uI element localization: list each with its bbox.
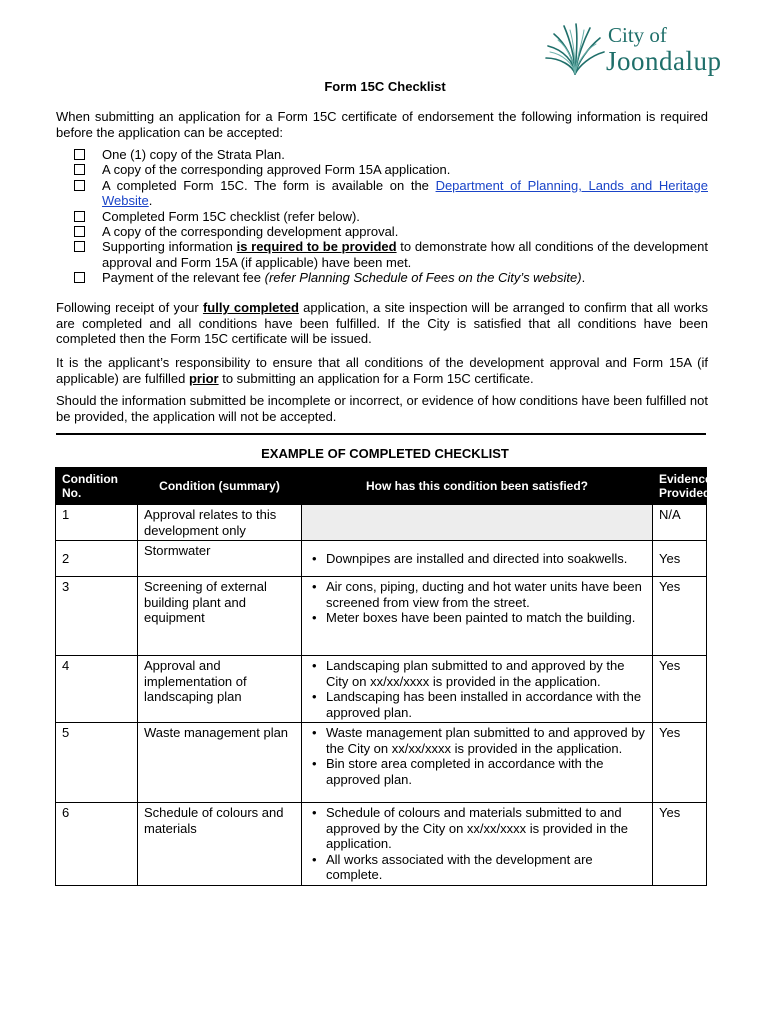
checklist-item [74,178,708,209]
cell-no: 2 [56,541,138,577]
cell-how [302,723,653,803]
emphasis-text: fully completed [202,300,299,315]
table-row [56,803,707,886]
table-row [56,577,707,656]
cell-evidence: Yes [653,656,707,723]
header-how-satisfied: How has this condition been satisfied? [302,468,653,505]
cell-no: 6 [56,803,138,886]
para-text: to submitting an application for a Form 15C certificate. [218,370,534,386]
page-title: Form 15C Checklist [324,79,446,94]
cell-summary: Waste management plan [138,723,302,803]
checklist-item [74,147,708,162]
checklist-item [74,239,708,270]
example-checklist-table [55,467,712,886]
checklist-item [74,224,708,239]
cell-summary: Approval and implementation of landscaping plan [138,656,302,723]
logo-joondalup-text: Joondalup [606,46,722,76]
list-item: • Meter boxes have been painted to match the building. [320,610,646,626]
checklist-item [74,162,708,177]
table-row [56,541,707,577]
list-item: • All works associated with the development are complete. [320,852,646,883]
cell-how [302,541,653,577]
emphasis-text: prior [188,370,219,386]
cell-evidence: Yes [653,577,707,656]
table-row [56,505,707,541]
checklist-item-label: Supporting information [102,239,237,255]
list-item: • Schedule of colours and materials submitted to and approved by the City on xx/xx/xxxx is provided in the application. [320,805,646,852]
rejection-paragraph: Should the information submitted be incomplete or incorrect, or evidence of how conditions have been fulfilled not be provided, the application will not be accepted. [56,393,708,424]
table-header-row [56,468,707,505]
checkbox[interactable] [74,164,85,175]
checklist-item-suffix: to demonstrate how all conditions of the development approval and Form 15A (if applicable) have been met. [102,239,708,270]
checkbox[interactable] [74,272,85,283]
checklist-item [74,209,708,224]
para-text: application, a site inspection will be arranged to confirm that all works are completed and all conditions have been fulfilled. If the City is satisfied that all conditions have been completed then the Form 15C certificate will be issued. [56,300,708,346]
header-condition-summary: Condition (summary) [138,468,302,505]
checklist-item-suffix: . [581,270,586,286]
cell-summary: Approval relates to this development only [138,505,302,541]
requirements-checklist [74,147,708,286]
cell-no: 5 [56,723,138,803]
list-item: • Downpipes are installed and directed into soakwells. [320,551,646,567]
checklist-item-label: Payment of the relevant fee [102,270,265,286]
table-row [56,656,707,723]
cell-how [302,803,653,886]
logo-city-text: City of [608,23,667,47]
cell-summary: Schedule of colours and materials [138,803,302,886]
checkbox[interactable] [74,211,85,222]
checklist-item-suffix: . [148,193,153,209]
header-evidence: Evidence Provided [653,468,707,505]
responsibility-paragraph [56,355,708,386]
emphasis-text: is required to be provided [236,239,397,255]
list-item: • Bin store area completed in accordance with the approved plan. [320,756,646,787]
cell-evidence: N/A [653,505,707,541]
table-row [56,723,707,803]
section-divider [56,433,706,435]
checklist-item-label: A copy of the corresponding development approval. [102,224,399,240]
cell-no: 4 [56,656,138,723]
checkbox[interactable] [74,241,85,252]
example-title: EXAMPLE OF COMPLETED CHECKLIST [261,446,509,461]
list-item: • Air cons, piping, ducting and hot water units have been screened from view from the street. [320,579,646,610]
cell-no: 1 [56,505,138,541]
cell-evidence: Yes [653,803,707,886]
checklist-item-label: One (1) copy of the Strata Plan. [102,147,285,162]
cell-summary: Stormwater [138,541,302,577]
checklist-item-label: A completed Form 15C. The form is available on the [102,177,436,193]
list-item: • Landscaping plan submitted to and approved by the City on xx/xx/xxxx is provided in the application. [320,658,646,689]
header-condition-no: Condition No. [56,468,138,505]
cell-summary: Screening of external building plant and equipment [138,577,302,656]
cell-evidence: Yes [653,723,707,803]
para-text: It is the applicant’s responsibility to ensure that all conditions of the development approval and Form 15A (if applicable) are fulfilled [56,355,708,386]
checklist-item-label: A copy of the corresponding approved Form 15A application. [102,162,451,178]
cell-how-empty [302,505,653,541]
cell-how [302,577,653,656]
italic-note: (refer Planning Schedule of Fees on the City’s website) [264,270,582,286]
palm-logo-icon [544,22,606,78]
list-item: • Landscaping has been installed in accordance with the approved plan. [320,689,646,720]
city-logo [544,22,734,78]
dplh-website-link[interactable]: Department of Planning, Lands and Heritage Website [102,177,708,209]
list-item: • Waste management plan submitted to and approved by the City on xx/xx/xxxx is provided in the application. [320,725,646,756]
checkbox[interactable] [74,180,85,191]
checkbox[interactable] [74,226,85,237]
cell-how [302,656,653,723]
checkbox[interactable] [74,149,85,160]
cell-no: 3 [56,577,138,656]
checklist-item [74,270,708,285]
checklist-item-label: Completed Form 15C checklist (refer below). [102,208,360,224]
inspection-paragraph [56,300,708,347]
cell-evidence: Yes [653,541,707,577]
para-text: Following receipt of your [56,300,203,315]
intro-paragraph: When submitting an application for a Form 15C certificate of endorsement the following information is required before the application can be accepted: [56,109,708,140]
